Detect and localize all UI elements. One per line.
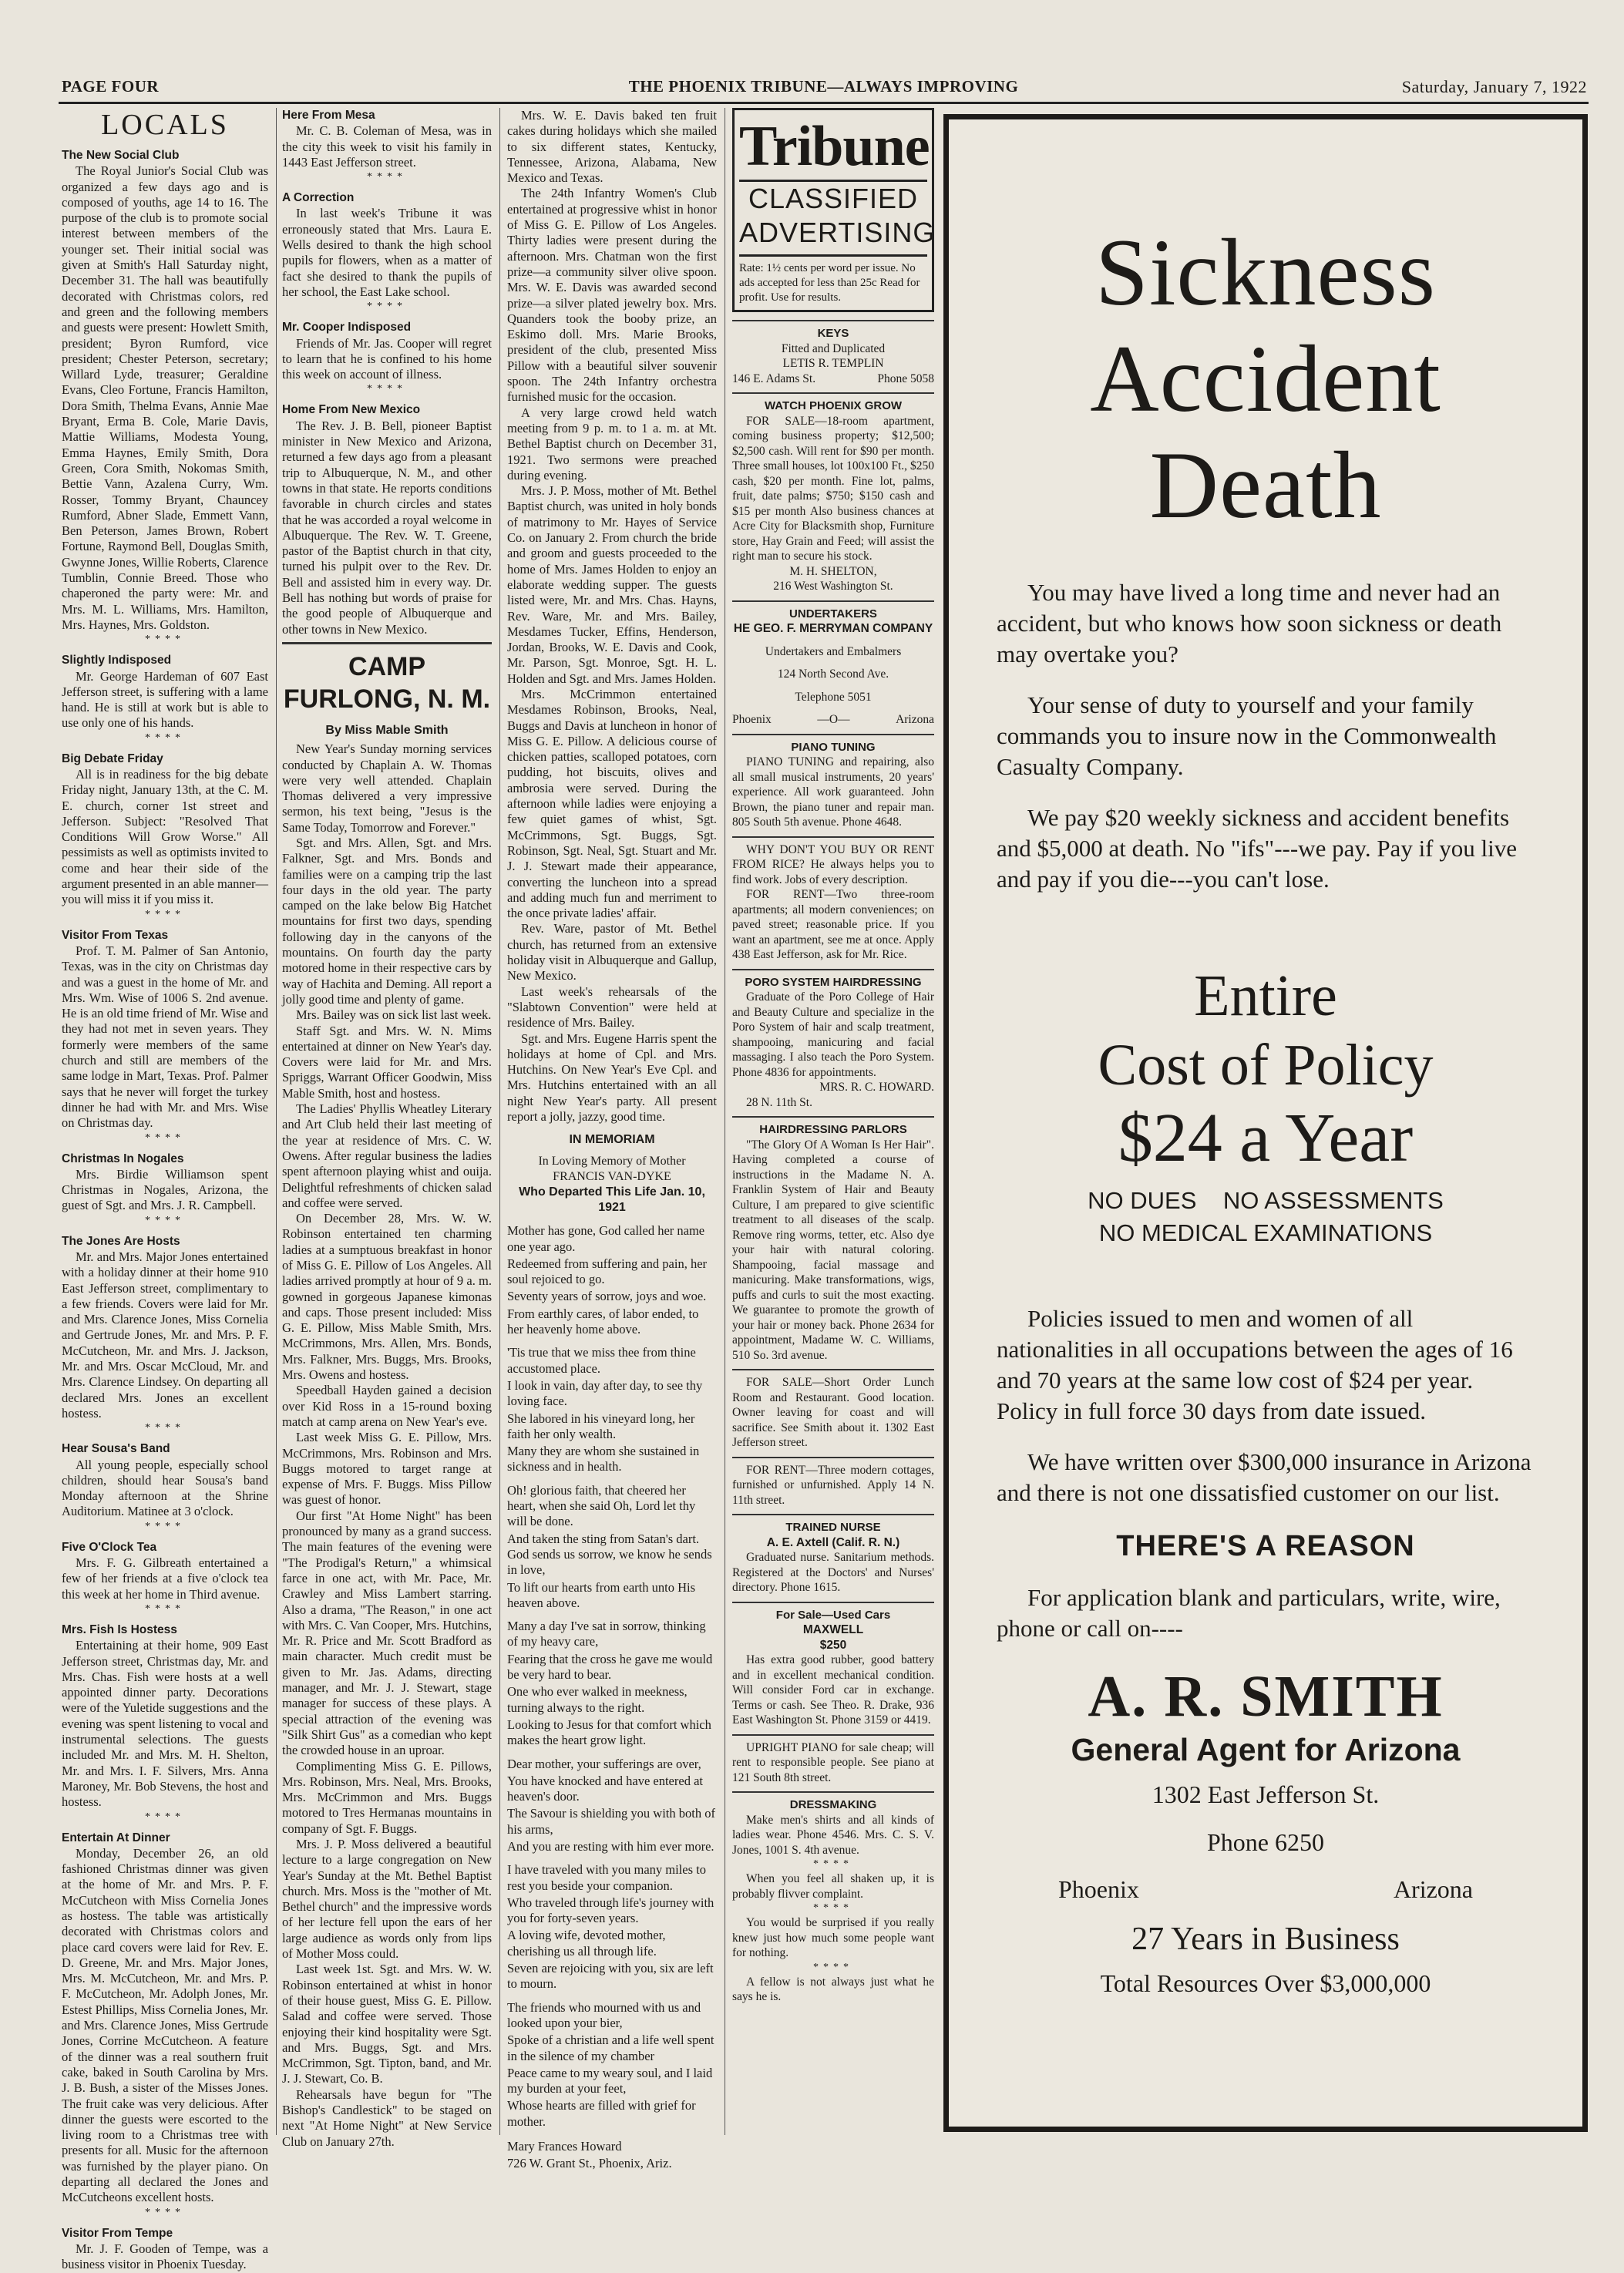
news-item: Here From Mesa Mr. C. B. Coleman of Mesa, was in the city this week to visit his family in 1443 East Jefferson street. — [282, 109, 492, 170]
page-number: PAGE FOUR — [62, 77, 160, 96]
ad-heading-piano-tuning: PIANO TUNING — [732, 734, 934, 755]
locals-item: Hear Sousa's Band All young people, especially school children, should hear Sousa's band Monday afternoon at the Shrine Auditorium. Matinee at 3 o'clock. — [62, 1442, 268, 1519]
ad-heading-keys: KEYS — [732, 320, 934, 341]
locals-item: The New Social Club The Royal Junior's Social Club was organized a few days ago and is composed of youths, age 14 to 16. The purpose of the club is to promote social interest between members of the younger set. Their initial social was given at Smith's Hall Saturday night, December 31. The hall was beautifully decorated with Christmas colors, red and green and the following members and guests were present: Howlett Smith, president; Byron Rumford, vice president; Chester Peterson, secretary; Willard Lyde, treasurer; Geraldine Evans, Cleo Fortune, Francis Hamilton, Dora Smith, Thelma Evans, Annie Mae Bryant, Erma B. Cole, Marie Davis, Mattie Williams, Modesta Young, Emma Haynes, Emily Smith, Dora Green, Cora Smith, Nokomas Smith, Bettie Vann, Azalena Curry, Wm. Rosser, Tommy Bryant, Chauncey Rumford, Abner Slade, Emmett Vann, Ben Peterson, James Brown, Robert Fortune, Raymond Bell, Douglas Smith, Gwynne Jones, Willie Roberts, Clarence Tumblin, Connie Breed. Those who chaperoned the party were: Mr. and Mrs. M. L. Williams, Mrs. Hamilton, Mrs. Haynes, Mrs. Goldston. — [62, 149, 268, 632]
memoriam-signature: Mary Frances Howard — [507, 2139, 622, 2154]
ad-heading-dressmaking: DRESSMAKING — [732, 1791, 934, 1813]
column-two: Here From Mesa Mr. C. B. Coleman of Mesa, was in the city this week to visit his family in 1443 East Jefferson street. **** A Correction In last week's Tribune it was erroneously stated that Mrs. Laura E. Wells desired to thank the high school pupils for flowers, when as a matter of fact she desired to thank the pupils of her school, the East Lake school. **** Mr. Cooper Indisposed Friends of Mr. Jas. Cooper will regret to learn that he is confined to his home this week on account of illness. **** Home From New Mexico The Rev. J. B. Bell, pioneer Baptist minister in New Mexico and Arizona, returned a few days ago from a pleasant trip to Albuquerque, N. M., and other towns in that state. He reports conditions favorable in church circles and states that he was accorded a royal welcome in Albuquerque. The Rev. W. T. Greene, pastor of the Baptist church in that city, turned his pulpit over to the Rev. Dr. Bell and assisted him in every way. Dr. Bell has nothing but words of praise for the good people of Albuquerque and other towns in New Mexico. CAMP FURLONG, N. M. By Miss Mable Smith New Year's Sunday morning services conducted by Chaplain A. W. Thomas were very well attended. Chaplain Thomas delivered a very impressive sermon, his text being, "Jesus is the Same Today, Tomorrow and Forever." Sgt. and Mrs. Allen, Sgt. and Mrs. Falkner, Sgt. and Mrs. Bonds and families were on a camping trip the last four days in the old year. The party camped on the lake below Big Hatchet mountains for first two days, spending following day in the canyons of the mountains. On fourth day the party motored home in their respective cars by way of Hachita and Deming. All report a jolly good time and plenty of game. Mrs. Bailey was on sick list last week. Staff Sgt. and Mrs. W. N. Mims entertained at dinner on New Year's day. Covers were laid for Mr. and Mrs. Spriggs, Warrant Officer Goodwin, Miss Mable Smith, host and hostess. The Ladies' Phyllis Wheatley Literary and Art Club held their last meeting of the year at residence of Mrs. C. W. Owens. After regular business the ladies spent afternoon playing whist and ouija. Delightful refreshments of chicken salad and coffee were served. On December 28, Mrs. W. W. Robinson entertained ten charming ladies at a sumptuous breakfast in honor of Miss G. E. Pillow of Los Angeles. All ladies arrived promptly at hour of 9 a. m. gowned in gorgeous Japanese kimonas and caps. Those present included: Miss G. E. Pillow, Miss Mable Smith, Mrs. McCrimmons, Mrs. Allen, Mrs. Bonds, Mrs. Falkner, Mrs. Buggs, Mrs. Brooks, Mrs. Owens and hostess. Speedball Hayden gained a decision over Kid Ross in a 15-round boxing match at camp arena on New Year's eve. Last week Miss G. E. Pillow, Mrs. McCrimmons, Mrs. Robinson and Mrs. Buggs motored to target range at expense of Mrs. F. Buggs. Miss Pillow was guest of honor. Our first "At Home Night" has been pronounced by many as a grand success. The main features of the evening were "The Prodigal's Return," a whimsical farce in one act, with Mr. Pace, Mr. Crawley and Miss Lambert starring. Also a drama, "The Reason," in one act with Mrs. C. Van Cooper, Mrs. Hutchins, Mr. R. Price and Mr. Scott Bradford as main character. Much credit must be given to Mr. Jas. Adams, directing manager, and Mr. J. J. Stewart, stage manager for success of these plays. A special attraction of the evening was "Silk Shirt Gus" as a comedian who kept the crowded house in an uproar. Complimenting Miss G. E. Pillows, Mrs. Robinson, Mrs. Neal, Mrs. Brooks, Mrs. McCrimmon and Mrs. Buggs motored to Tres Hermanas mountains in company of Sgt. F. Buggs. Mrs. J. P. Moss delivered a beautiful lecture to a large congregation on New Year's Sunday at the Mt. Bethel Baptist church. Mrs. Moss is the "mother of Mt. Bethel church" and the impressive words of her lecture fell upon the ears of her large audience as words only from lips of Mother Moss could. Last week 1st. Sgt. and Mrs. W. W. Robinson entertained at whist in honor of their house guest, Miss G. E. Pillow. Salad and coffee were served. Those enjoying their kind hospitality were Sgt. and Mrs. Buggs, Sgt. and Mrs. McCrimmon, Sgt. Tipton, band, and Mr. J. J. Stewart, Co. B. Rehearsals have begun for "The Bishop's Candlestick" to be staged on next "At Home Night" at New Service Club on January 27th. — [282, 109, 492, 2149]
classified-header-box: Tribune CLASSIFIED ADVERTISING Rate: 1½ cents per word per issue. No ads accepted for less than 25c Read for profit. Use for results. — [732, 108, 934, 312]
paper-name: THE PHOENIX TRIBUNE—ALWAYS IMPROVING — [628, 77, 1019, 96]
ad-heading-nurse: TRAINED NURSE — [732, 1514, 934, 1535]
masthead — [59, 74, 1589, 100]
ad-headline-accident: Accident — [1090, 326, 1441, 432]
ad-reason: THERE'S A REASON — [1116, 1530, 1415, 1562]
column-rule — [276, 108, 277, 2135]
masthead-rule — [59, 102, 1589, 104]
camp-furlong-headline: CAMP FURLONG, N. M. — [282, 642, 492, 715]
ad-phone: Phone 6250 — [1207, 1828, 1324, 1856]
column-classifieds: Tribune CLASSIFIED ADVERTISING Rate: 1½ cents per word per issue. No ads accepted for less than 25c Read for profit. Use for results. KEYS Fitted and Duplicated LETIS R. TEMPLIN 146 E. Adams St. Phone 5058 WATCH PHOENIX GROW FOR SALE—18-room apartment, coming business property; $12,500; $2,500 cash. Will rent for $90 per month. Three small houses, lot 100x100 Ft., $250 cash, $20 per month. Fine lot, palms, fruit, date palms; $750; $150 cash and $15 per month Also business chances at Acre City for Blacksmith shop, Furniture store, Hay Grain and Feed; will assist the right man to secure his stock. M. H. SHELTON, 216 West Washington St. UNDERTAKERS HE GEO. F. MERRYMAN COMPANY Undertakers and Embalmers 124 North Second Ave. Telephone 5051 Phoenix —O— Arizona PIANO TUNING PIANO TUNING and repairing, also all small musical instruments, 20 years' experience. All work guaranteed. John Brown, the piano tuner and repair man. 805 South 5th avenue. Phone 4648. WHY DON'T YOU BUY OR RENT FROM RICE? He always helps you to find work. Jobs of every description. FOR RENT—Two three-room apartments; all modern conveniences; on paved street; reasonable price. If you want an apartment, see me at once. Apply 438 East Jefferson, ask for Mr. Rice. PORO SYSTEM HAIRDRESSING Graduate of the Poro College of Hair and Beauty Culture and specialize in the Poro System of hair and scalp treatment, shampooing, manicuring and facial massaging. I also teach the Poro System. Phone 4836 for appointments. MRS. R. C. HOWARD. 28 N. 11th St. HAIRDRESSING PARLORS "The Glory Of A Woman Is Her Hair". Having completed a course of instructions in the Madame N. A. Franklin System of Hair and Beauty Culture, I am prepared to give scientific treatment to all diseases of the scalp. Remove ring worms, tetter, etc. Also dye your hair with natural coloring. Shampooing, facial massage and manicuring. Make transformations, wigs, puffs and curls to suit the most exacting. We guarantee to promote the growth of your hair or money back. Phone 2634 for appointment, Madame W. C. Williams, 510 So. 3rd avenue. FOR SALE—Short Order Lunch Room and Restaurant. Good location. Owner leaving for coast and will sacrifice. See Smith about it. 1302 East Jefferson street. FOR RENT—Three modern cottages, furnished or unfurnished. Apply 14 N. 11th street. TRAINED NURSE A. E. Axtell (Calif. R. N.) Graduated nurse. Sanitarium methods. Registered at the Doctors' and Nurses' directory. Phone 1615. For Sale—Used Cars MAXWELL $250 Has extra good rubber, good battery and in excellent mechanical condition. Will consider Ford car in exchange. Terms or cash. See Theo. R. Drake, 936 East Washington St. Phone 3159 or 4419. UPRIGHT PIANO for sale cheap; will rent to responsible people. See piano at 121 South 8th street. DRESSMAKING Make men's shirts and all kinds of ladies wear. Phone 4546. Mrs. C. S. V. Jones, 1001 S. 4th avenue. **** When you feel all shaken up, it is probably flivver complaint. **** You would be surprised if you really knew just how much some people want for nothing. **** A fellow is not always just what he says he is. — [732, 108, 934, 2135]
column-rule — [499, 108, 500, 2135]
locals-item: Visitor From Texas Prof. T. M. Palmer of San Antonio, Texas, was in the city on Christmas day and was a guest in the home of Mr. and Mrs. Wm. Wise of 1006 S. 2nd avenue. He is an old time friend of Mr. Wise and they had not met in seven years. They formerly were members of the same church and still are members of the same lodge in Mart, Texas. Prof. Palmer says that he never will forget the turkey dinner he had with Mr. and Mrs. Wise on Christmas day. — [62, 928, 268, 1131]
ad-headline-death: Death — [1149, 432, 1382, 538]
memoriam-address: 726 W. Grant St., Phoenix, Ariz. — [507, 2156, 672, 2171]
news-item: A Correction In last week's Tribune it was erroneously stated that Mrs. Laura E. Wells desired to thank the high school pupils for flowers, when as a matter of fact she desired to thank the pupils of her school, the East Lake school. — [282, 191, 492, 299]
ad-agent-name: A. R. SMITH — [1088, 1664, 1444, 1729]
locals-item: Visitor From Tempe Mr. J. F. Gooden of Tempe, was a business visitor in Phoenix Tuesday. — [62, 2226, 268, 2272]
locals-item: Entertain At Dinner Monday, December 26, an old fashioned Christmas dinner was given at the home of Mr. and Mrs. P. F. McCutcheon with Miss Cornelia Jones as hostess. The table was artistically decorated with Christmas colors and place card covers were laid for Rev. E. D. Greene, Mr. and Mrs. Major Jones, Mrs. M. McCutcheon, Mr. and Mrs. P. F. McCutcheon, Mr. Adolph Jones, Mr. Estest Phillips, Miss Cornelia Jones, Mr. and Mrs. Clarence Jones, Miss Gertrude Jones, Corrine McCutcheon. A feature of the dinner was a real southern fruit cake, baked in South Carolina by Mrs. J. B. Bush, a sister of the Misses Jones. The fruit cake was very delicious. After dinner the guests were escorted to the living room to a Christmas tree with presents for all. Music for the afternoon was furnished by the player piano. On departing all declared the Jones and McCutcheons excellent hosts. — [62, 1831, 268, 2205]
locals-title: LOCALS — [101, 109, 229, 141]
column-locals — [62, 108, 268, 2272]
ad-heading-poro: PORO SYSTEM HAIRDRESSING — [732, 969, 934, 990]
locals-item: Slightly Indisposed Mr. George Hardeman of 607 East Jefferson street, is suffering with a lame hand. He is still at work but is able to use only one of his hands. — [62, 654, 268, 731]
memoriam-poem: Mother has gone, God called her name one year ago. Redeemed from suffering and pain, her soul rejoiced to go. Seventy years of sorrow, joys and woe. From earthly cares, of labor ended, to her heavenly home above. 'Tis true that we miss thee from thine accustomed place. I look in vain, day after day, to see thy loving face. She labored in his vineyard long, her faith her only wealth. Many they are whom she sustained in sickness and in health. Oh! glorious faith, that cheered her heart, when she said Oh, Lord let thy will be done. And taken the sting from Satan's dart. God sends us sorrow, we know he sends in love, To lift our hearts from earth unto His heaven above. Many a day I've sat in sorrow, thinking of my heavy care, Fearing that the cross he gave me would be very hard to bear. One who ever walked in meekness, turning always to the right. Looking to Jesus for that comfort which makes the heart grow light. Dear mother, your sufferings are over, You have knocked and have entered at heaven's door. The Savour is shielding you with both of his arms, And you are resting with him ever more. I have traveled with you many miles to rest you beside your companion. Who traveled through life's journey with you for forty-seven years. A loving wife, devoted mother, cherishing us all through life. Seven are rejoicing with you, six are left to mourn. The friends who mourned with us and looked upon your bier, Spoke of a christian and a life well spent in the silence of my chamber Peace came to my weary soul, and I laid my burden at your feet, Whose hearts are filled with grief for mother. Mary Frances Howard 726 W. Grant St., Phoenix, Ariz. — [507, 1223, 717, 2171]
locals-item: Big Debate Friday All is in readiness for the big debate Friday night, January 13th, at the C. M. E. church, corner 1st street and Jefferson. Subject: "Resolved That Conditions Will Grow Worse." All pessimists as well as optimists invited to come and hear their side of the argument presented in an able manner—you will miss it if you miss it. — [62, 752, 268, 907]
memoriam-header: IN MEMORIAM In Loving Memory of Mother FRANCIS VAN-DYKE Who Departed This Life Jan. 10, 1921 — [507, 1132, 717, 1216]
byline: By Miss Mable Smith — [325, 723, 449, 737]
locals-item: Mrs. Fish Is Hostess Entertaining at their home, 909 East Jefferson street, Christmas day, Mr. and Mrs. Chas. Fish were hosts at a well appointed dinner party. Decorations were of the Yuletide suggestions and the evening was spent listening to vocal and instrumental selections. The guests included Mr. and Mrs. M. H. Shelton, Mr. and Mrs. I. F. Silvers, Mrs. Anna Maroney, Mr. Bob Stevens, the host and hostess. — [62, 1622, 268, 1810]
locals-item: The Jones Are Hosts Mr. and Mrs. Major Jones entertained with a holiday dinner at their home 910 East Jefferson street, complimentary to a few friends. Covers were laid for Mr. and Mrs. Clarence Jones, Miss Cornelia and Gertrude Jones, Mr. and Mrs. P. F. McCutcheon, Mr. and Mrs. J. Jackson, Mr. and Mrs. Oscar McCloud, Mr. and Mrs. Clarence Lindsey. On departing all declared Mrs. Jones an excellent hostess. — [62, 1234, 268, 1421]
issue-date: Saturday, January 7, 1922 — [1401, 77, 1587, 96]
news-item: Home From New Mexico The Rev. J. B. Bell, pioneer Baptist minister in New Mexico and Arizona, returned a few days ago from a pleasant trip to Albuquerque, N. M., and other towns in that state. He reports conditions favorable in church circles and states that he was accorded a royal welcome in Albuquerque. The Rev. W. T. Greene, pastor of the Baptist church in that city, turned his pulpit over to the Rev. Dr. Bell and assisted him in every way. Dr. Bell has nothing but words of praise for the good people of Albuquerque and other towns in New Mexico. — [282, 403, 492, 637]
memoriam-title: IN MEMORIAM — [569, 1133, 655, 1147]
ad-heading-used-cars: For Sale—Used Cars — [732, 1602, 934, 1623]
insurance-advertisement: Sickness Accident Death You may have lived a long time and never had an accident, but who knows how soon sickness or death may overtake you? Your sense of duty to yourself and your family commands you to insure now in the Commonwealth Casualty Company. We pay $20 weekly sickness and accident benefits and $5,000 at death. No "ifs"---we pay. Pay if you live and pay if you die---you can't lose. Entire Cost of Policy $24 a Year NO DUES NO ASSESSMENTS NO MEDICAL EXAMINATIONS Policies issued to men and women of all nationalities in all occupations between the ages of 16 and 70 years at the same low cost of $24 per year. Policy in full force 30 days from date issued. We have written over $300,000 insurance in Arizona and there is not one dissatisfied customer on our list. THERE'S A REASON For application blank and particulars, write, wire, phone or call on---- A. R. SMITH General Agent for Arizona 1302 East Jefferson St. Phone 6250 Phoenix Arizona 27 Years in Business Total Resources Over $3,000,000 — [943, 114, 1588, 2132]
tribune-logo: Tribune — [739, 118, 927, 182]
ad-heading-undertakers: UNDERTAKERS — [732, 600, 934, 622]
ad-heading-hairdressing: HAIRDRESSING PARLORS — [732, 1116, 934, 1138]
classified-rate: Rate: 1½ cents per word per issue. No ads accepted for less than 25c Read for profit. Use for results. — [739, 262, 920, 304]
column-three — [507, 108, 717, 2171]
news-item: Mr. Cooper Indisposed Friends of Mr. Jas. Cooper will regret to learn that he is confined to his home this week on account of illness. — [282, 321, 492, 382]
camp-furlong-article: New Year's Sunday morning services conducted by Chaplain A. W. Thomas were very well attended. Chaplain Thomas delivered a very impressive sermon, his text being, "Jesus is the Same Today, Tomorrow and Forever." Sgt. and Mrs. Allen, Sgt. and Mrs. Falkner, Sgt. and Mrs. Bonds and families were on a camping trip the last four days in the old year. The party camped on the lake below Big Hatchet mountains for first two days, spending following day in the canyons of the mountains. On fourth day the party motored home in their respective cars by way of Hachita and Deming. All report a jolly good time and plenty of game. Mrs. Bailey was on sick list last week. Staff Sgt. and Mrs. W. N. Mims entertained at dinner on New Year's day. Covers were laid for Mr. and Mrs. Spriggs, Warrant Officer Goodwin, Miss Mable Smith, host and hostess. The Ladies' Phyllis Wheatley Literary and Art Club held their last meeting of the year at residence of Mrs. C. W. Owens. After regular business the ladies spent afternoon playing whist and ouija. Delightful refreshments of chicken salad and coffee were served. On December 28, Mrs. W. W. Robinson entertained ten charming ladies at a sumptuous breakfast in honor of Miss G. E. Pillow of Los Angeles. All ladies arrived promptly at hour of 9 a. m. gowned in gorgeous Japanese kimonas and caps. Those present included: Miss G. E. Pillow, Miss Mable Smith, Mrs. McCrimmons, Mrs. Allen, Mrs. Bonds, Mrs. Falkner, Mrs. Buggs, Mrs. Brooks, Mrs. Owens and hostess. Speedball Hayden gained a decision over Kid Ross in a 15-round boxing match at camp arena on New Year's eve. Last week Miss G. E. Pillow, Mrs. McCrimmons, Mrs. Robinson and Mrs. Buggs motored to target range at expense of Mrs. F. Buggs. Miss Pillow was guest of honor. Our first "At Home Night" has been pronounced by many as a grand success. The main features of the evening were "The Prodigal's Return," a whimsical farce in one act, with Mr. Pace, Mr. Crawley and Miss Lambert starring. Also a drama, "The Reason," in one act with Mrs. C. Van Cooper, Mrs. Hutchins, Mr. R. Price and Mr. Scott Bradford as main character. Much credit must be given to Mr. Jas. Adams, directing manager, and Mr. J. J. Stewart, stage manager for success of these plays. A special attraction of the evening was "Silk Shirt Gus" as a comedian who kept the crowded house in an uproar. Complimenting Miss G. E. Pillows, Mrs. Robinson, Mrs. Neal, Mrs. Brooks, Mrs. McCrimmon and Mrs. Buggs motored to Tres Hermanas mountains in company of Sgt. F. Buggs. Mrs. J. P. Moss delivered a beautiful lecture to a large congregation on New Year's Sunday at the Mt. Bethel Baptist church. Mrs. Moss is the "mother of Mt. Bethel church" and the impressive words of her lecture fell upon the ears of her large audience as words only from lips of Mother Moss could. Last week 1st. Sgt. and Mrs. W. W. Robinson entertained at whist in honor of their house guest, Miss G. E. Pillow. Salad and coffee were served. Those enjoying their kind hospitality were Sgt. and Mrs. Buggs, Sgt. and Mrs. McCrimmon, Sgt. Tipton, band, and Mr. J. J. Stewart, Co. B. Rehearsals have begun for "The Bishop's Candlestick" to be staged on next "At Home Night" at New Service Club on January 27th. — [282, 741, 492, 2149]
camp-furlong-continued: Mrs. W. E. Davis baked ten fruit cakes during holidays which she mailed to six different states, Kentucky, Tennessee, Arizona, Alabama, New Mexico and Texas. The 24th Infantry Women's Club entertained at progressive whist in honor of Miss G. E. Pillow of Los Angeles. Thirty ladies were present during the afternoon. Mrs. Chatman won the first prize—a community silver olive spoon. Mrs. W. E. Davis was awarded second prize—a silver plated jewelry box. Mrs. Quanders took the booby prize, an Eskimo doll. Mrs. Marie Brooks, president of the club, presented Miss Pillow with a beautiful silver souvenir spoon. The 24th Infantry orchestra furnished music for the occasion. A very large crowd held watch meeting from 9 p. m. to 1 a. m. at Mt. Bethel Baptist church on December 31, 1921. Two sermons were preached during evening. Mrs. J. P. Moss, mother of Mt. Bethel Baptist church, was united in holy bonds of matrimony to Mr. Hayes of Service Co. on January 2. From church the bride and groom and guests proceeded to the home of Mrs. James Holden to enjoy an elaborate wedding supper. The guests listed were, Mr. and Mrs. Chas. Hayns, Rev. Ware, Mr. and Mrs. Bailey, Mesdames Tucker, Effins, Henderson, Jordan, Brooks, W. E. Davis and Cook, Mr. Parson, Sgt. Monroe, Sgt. H. L. Holden and Sgt. and Mrs. James Holden. Mrs. McCrimmon entertained Mesdames Robinson, Brooks, Neal, Buggs and Davis at luncheon in honor of Miss G. E. Pillow. A delicious course of chicken patties, scalloped potatoes, corn pudding, hot biscuits, olives and ambrosia were served. During the afternoon while ladies were enjoying a few quiet games of whist, Sgt. McCrimmons, Sgt. Buggs, Sgt. Robinson, Sgt. Neal, Sgt. Stuart and Mr. J. J. Stewart made their appearance, converting the luncheon into a spread and adding much fun and merriment to the once private ladies' affair. Rev. Ware, pastor of Mt. Bethel church, has returned from an extensive holiday visit in Albuquerque and Gallup, New Mexico. Last week's rehearsals of the "Slabtown Convention" were held at residence of Mrs. Bailey. Sgt. and Mrs. Eugene Harris spent the holidays at home of Cpl. and Mrs. Hutchins. On New Year's Eve Cpl. and Mrs. Hutchins entertained with an all night New Year's party. All present report a jolly, jazzy, good time. — [507, 108, 717, 1124]
ad-price: $24 a Year — [1118, 1100, 1414, 1176]
locals-item: Five O'Clock Tea Mrs. F. G. Gilbreath entertained a few of her friends at a five o'clock tea this week at her home in Third avenue. — [62, 1540, 268, 1602]
locals-items: The New Social Club The Royal Junior's Social Club was organized a few days ago and is composed of youths, age 14 to 16. The purpose of the club is to promote social interest between members of the younger set. Their initial social was given at Smith's Hall Saturday night, December 31. The hall was beautifully decorated with Christmas colors, red and green and the following members and guests were present: Howlett Smith, president; Byron Rumford, vice president; Chester Peterson, secretary; Willard Lyde, treasurer; Geraldine Evans, Cleo Fortune, Francis Hamilton, Dora Smith, Thelma Evans, Annie Mae Bryant, Erma B. Cole, Marie Davis, Mattie Williams, Modesta Young, Emma Haynes, Emily Smith, Dora Green, Cora Smith, Nokomas Smith, Bettie Vann, Azalena Curry, Wm. Rosser, Tommy Bryant, Chauncey Rumford, Abner Slade, Emmett Vann, Ben Peterson, James Brown, Robert Fortune, Raymond Bell, Douglas Smith, Gwynne Jones, Willie Roberts, Clarence Tumblin, Connie Breed. Those who chaperoned the party were: Mr. and Mrs. M. L. Williams, Mrs. Hamilton, Mrs. Haynes, Mrs. Goldston. **** Slightly Indisposed Mr. George Hardeman of 607 East Jefferson street, is suffering with a lame hand. He is still at work but is able to use only one of his hands. **** Big Debate Friday All is in readiness for the big debate Friday night, January 13th, at the C. M. E. church, corner 1st street and Jefferson. Subject: "Resolved That Conditions Will Grow Worse." All pessimists as well as optimists invited to come and hear their side of the argument presented in an able manner—you will miss it if you miss it. **** Visitor From Texas Prof. T. M. Palmer of San Antonio, Texas, was in the city on Christmas day and was a guest in the home of Mr. and Mrs. Wm. Wise of 1006 S. 2nd avenue. He is an old time friend of Mr. Wise and they had not met in seven years. They formerly were members of the same church and still are members of the same lodge in Mart, Texas. Prof. Palmer says that he never will forget the turkey dinner he had with Mr. and Mrs. Wise on Christmas day. **** Christmas In Nogales Mrs. Birdie Williamson spent Christmas in Nogales, Arizona, the guest of Sgt. and Mrs. J. R. Campbell. **** The Jones Are Hosts Mr. and Mrs. Major Jones entertained with a holiday dinner at their home 910 East Jefferson street, complimentary to a few friends. Covers were laid for Mr. and Mrs. Clarence Jones, Miss Cornelia and Gertrude Jones, Mr. and Mrs. P. F. McCutcheon, Mr. and Mrs. J. Jackson, Mr. and Mrs. Oscar McCloud, Mr. and Mrs. Clarence Lindsey. On departing all declared Mrs. Jones an excellent hostess. **** Hear Sousa's Band All young people, especially school children, should hear Sousa's band Monday afternoon at the Shrine Auditorium. Matinee at 3 o'clock. **** Five O'Clock Tea Mrs. F. G. Gilbreath entertained a few of her friends at a five o'clock tea this week at her home in Third avenue. **** Mrs. Fish Is Hostess Entertaining at their home, 909 East Jefferson street, Christmas day, Mr. and Mrs. Chas. Fish were hosts at a well appointed dinner party. Decorations were of the Yuletide suggestions and the evening was spent listening to vocal and instrumental selections. The guests included Mr. and Mrs. M. H. Shelton, Mr. and Mrs. I. F. Silvers, Mrs. Anna Maroney, Mr. Bob Stevens, the host and hostess. **** Entertain At Dinner Monday, December 26, an old fashioned Christmas dinner was given at the home of Mr. and Mrs. P. F. McCutcheon with Miss Cornelia Jones as hostess. The table was artistically decorated with Christmas colors and place card covers were laid for Rev. E. D. Greene, Mr. and Mrs. Major Jones, Mrs. M. McCutcheon, Mr. and Mrs. P. F. McCutcheon, Mr. Adolph Jones, Mr. Estest Phillips, Miss Cornelia Jones, Mr. and Mrs. Clarence Jones, Miss Gertrude Jones, Corrine McCutcheon. A feature of the dinner was a real southern fruit cake, baked in South Carolina by Mrs. J. B. Bush, a sister of the Misses Jones. The fruit cake was very delicious. After dinner the guests were escorted to the living room to a Christmas tree with presents for all. Music for the afternoon was furnished by the player piano. On departing all declared the Jones and McCutcheons excellent hosts. **** Visitor From Tempe Mr. J. F. Gooden of Tempe, was a business visitor in Phoenix Tuesday. — [62, 149, 268, 2272]
ad-headline-sickness: Sickness — [1095, 220, 1436, 325]
locals-item: Christmas In Nogales Mrs. Birdie Williamson spent Christmas in Nogales, Arizona, the guest of Sgt. and Mrs. J. R. Campbell. — [62, 1152, 268, 1213]
ad-heading-phoenix-grow: WATCH PHOENIX GROW — [732, 392, 934, 414]
